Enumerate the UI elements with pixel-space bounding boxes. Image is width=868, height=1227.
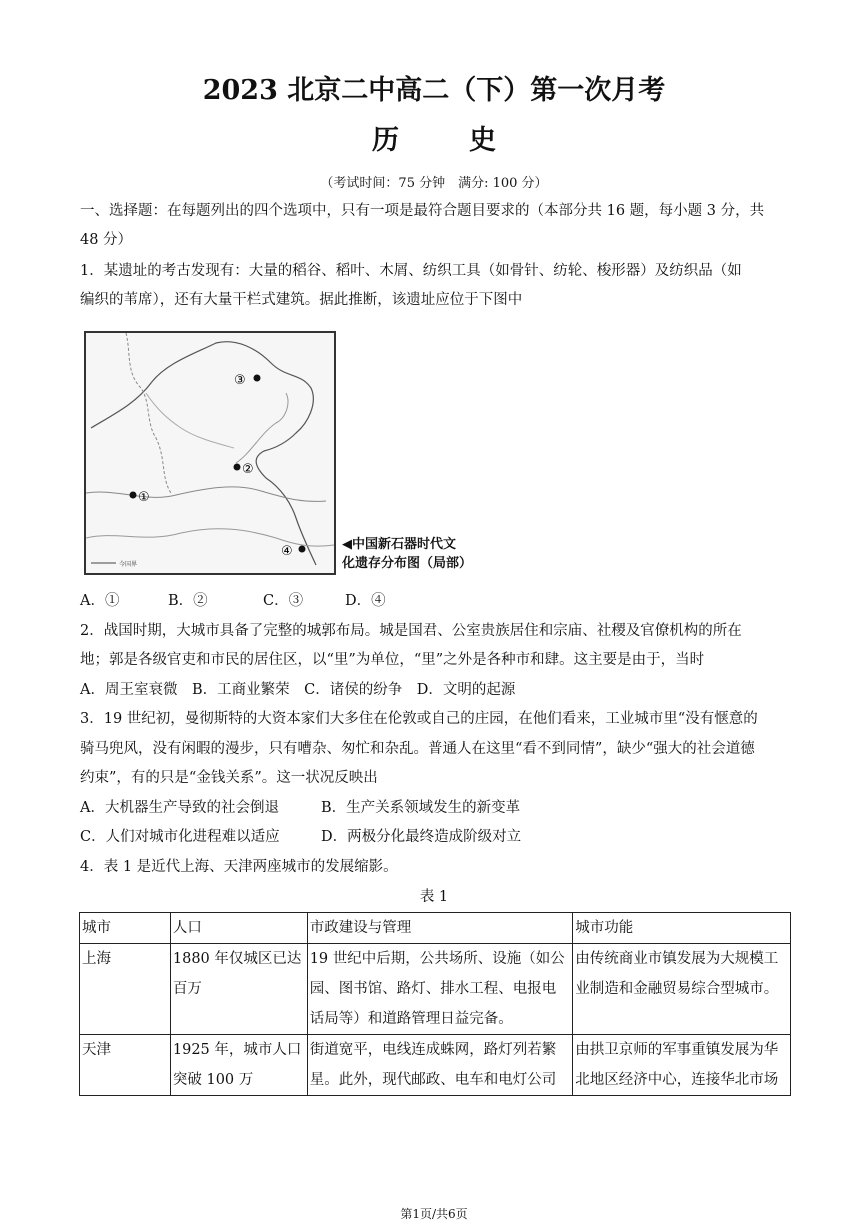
map-marker-1: ①: [138, 490, 150, 505]
map-caption-line2: 化遗存分布图（局部）: [342, 556, 473, 571]
table-cell-construction: [307, 944, 573, 1035]
map-marker-2: ②: [242, 462, 254, 477]
map-caption-line1: ◀中国新石器时代文: [342, 537, 456, 552]
q3-stem-line3: 约束”，有的只是“金钱关系”。这一状况反映出: [80, 770, 378, 786]
map-marker-4: ④: [281, 544, 293, 559]
cell-line: 街道宽平，电线连成蛛网，路灯列若繁: [309, 1042, 557, 1058]
map-figure: [86, 333, 334, 573]
q3-stem-line1: 3．19 世纪初，曼彻斯特的大资本家们大多住在伦敦或自己的庄园，在他们看来，工业城市里“没有惬意的: [80, 711, 758, 727]
cell-line: 星。此外，现代邮政、电车和电灯公司: [309, 1072, 557, 1088]
q2-stem-line2: 地；郭是各级官吏和市民的居住区，以“里”为单位，“里”之外是各种市和肆。这主要是由于，当时: [80, 652, 705, 668]
section-instructions-line1: 一、选择题：在每题列出的四个选项中，只有一项是最符合题目要求的（本部分共 16 题，每小题 3 分，共: [80, 203, 765, 219]
q3-option-c: C．人们对城市化进程难以适应: [80, 829, 280, 845]
q1-option-d: D．④: [345, 593, 386, 609]
q4-stem: 4．表 1 是近代上海、天津两座城市的发展缩影。: [80, 859, 398, 875]
q3-stem-line2: 骑马兜风，没有闲暇的漫步，只有嘈杂、匆忙和杂乱。普通人在这里“看不到同情”，缺少“强大的社会道德: [80, 741, 755, 757]
cell-line: 业制造和金融贸易综合型城市。: [575, 981, 779, 997]
section-instructions-line2: 48 分）: [80, 232, 133, 248]
q1-option-a: A．①: [80, 593, 120, 609]
q3-option-a: A．大机器生产导致的社会倒退: [80, 800, 279, 816]
table-cell-population: [170, 944, 307, 1035]
table-row: [80, 1035, 791, 1096]
exam-info: （考试时间：75 分钟 满分: 100 分）: [320, 176, 548, 191]
table-header-cell: 人口: [170, 913, 307, 944]
q2-stem-line1: 2．战国时期，大城市具备了完整的城郭布局。城是国君、公室贵族居住和宗庙、社稷及官僚机构的所在: [80, 623, 742, 639]
cell-line: 由传统商业市镇发展为大规模工: [575, 951, 779, 967]
neolithic-map: [84, 331, 336, 575]
q1-option-c: C．③: [263, 593, 304, 609]
q3-options-row1: [80, 796, 520, 817]
page-title: 2023 北京二中高二（下）第一次月考: [202, 75, 666, 106]
table-cell-city: 天津: [80, 1035, 171, 1096]
q1-option-b: B．②: [168, 593, 208, 609]
q3-option-d: D．两极分化最终造成阶级对立: [321, 829, 522, 845]
table-header-row: [80, 913, 791, 944]
table-cell-population: [170, 1035, 307, 1096]
table-header-cell: 城市功能: [573, 913, 791, 944]
q1-options: [80, 589, 386, 610]
q3-options-row2: [80, 825, 521, 846]
cell-line: 北地区经济中心，连接华北市场: [575, 1072, 779, 1088]
table-row: [80, 944, 791, 1035]
table-cell-city: 上海: [80, 944, 171, 1035]
cell-line: 话局等）和道路管理日益完备。: [309, 1011, 513, 1027]
cell-line: 百万: [172, 981, 202, 997]
table-cell-function: [573, 944, 791, 1035]
table-cell-function: [573, 1035, 791, 1096]
map-marker-3: ③: [234, 373, 246, 388]
city-table: [79, 912, 791, 1096]
cell-line: 1880 年仅城区已达: [172, 951, 302, 967]
table-header-cell: 城市: [80, 913, 171, 944]
map-caption: [342, 535, 472, 573]
table-caption: 表 1: [419, 889, 449, 905]
subject-title: 历史: [372, 125, 566, 156]
table-cell-construction: [307, 1035, 573, 1096]
q2-options: A．周王室衰微 B．工商业繁荣 C．诸侯的纷争 D．文明的起源: [80, 682, 516, 698]
cell-line: 突破 100 万: [172, 1072, 254, 1088]
page-number: 第1页/共6页: [400, 1207, 468, 1221]
map-legend: 今国界: [119, 561, 138, 568]
cell-line: 1925 年，城市人口: [172, 1042, 302, 1058]
cell-line: 由拱卫京师的军事重镇发展为华: [575, 1042, 779, 1058]
q1-stem-line1: 1．某遗址的考古发现有：大量的稻谷、稻叶、木屑、纺织工具（如骨针、纺轮、梭形器）及纺织品（如: [80, 263, 742, 279]
q1-stem-line2: 编织的苇席），还有大量干栏式建筑。据此推断，该遗址应位于下图中: [80, 292, 523, 308]
cell-line: 园、图书馆、路灯、排水工程、电报电: [309, 981, 557, 997]
table-header-cell: 市政建设与管理: [307, 913, 573, 944]
cell-line: 19 世纪中后期，公共场所、设施（如公: [309, 951, 565, 967]
q3-option-b: B．生产关系领域发生的新变革: [321, 800, 521, 816]
